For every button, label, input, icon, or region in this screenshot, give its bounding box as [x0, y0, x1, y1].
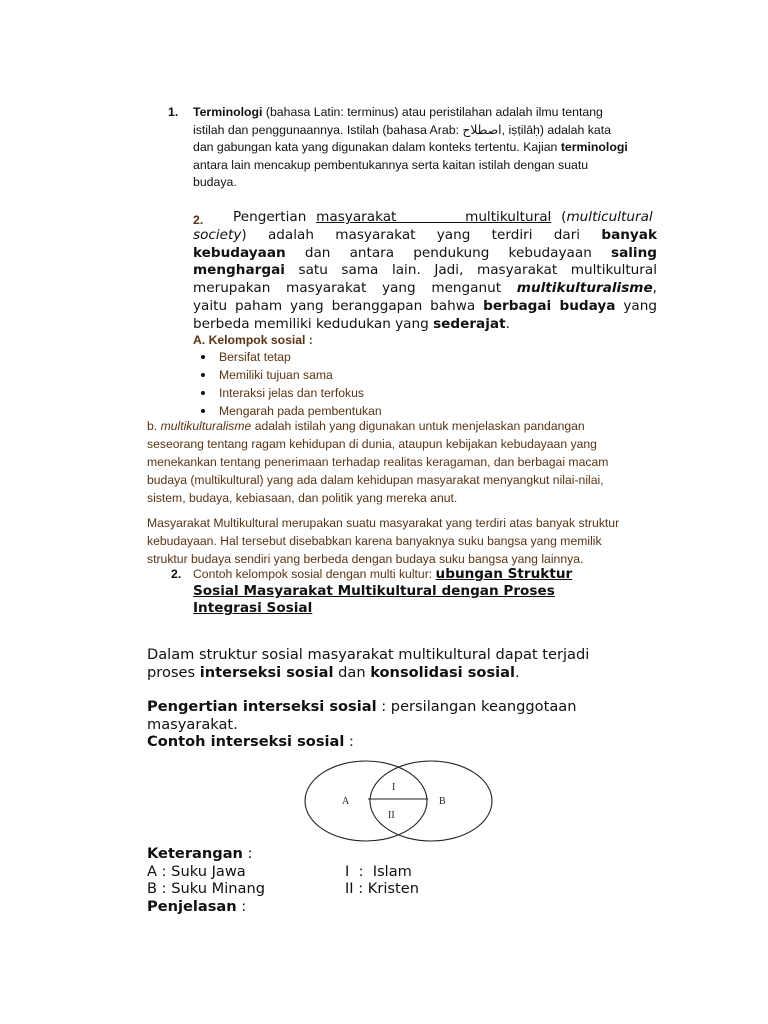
para-b-line1: b. multikulturalisme adalah istilah yang digunakan untuk menjelaskan pandangan — [147, 419, 585, 433]
dalam-line1: Dalam struktur sosial masyarakat multikultural dapat terjadi — [147, 646, 590, 663]
venn-label-a: A — [342, 796, 350, 807]
section-title-part2: Sosial Masyarakat Multikultural dengan Proses — [193, 583, 555, 599]
paragraph-dalam-struktur — [147, 646, 589, 681]
paragraph-masyarakat-multikultural — [147, 514, 619, 568]
item1-line4: antara lain mencakup pembentukannya serta kaitan istilah dengan suatu — [193, 157, 589, 172]
keterangan-block — [147, 845, 419, 915]
para-c-line1: Masyarakat Multikultural merupakan suatu masyarakat yang terdiri atas banyak struktur — [147, 516, 620, 530]
bullet-icon — [201, 373, 205, 377]
venn-label-b: B — [439, 796, 446, 807]
item2-line1: Pengertian masyarakat multikultural (multicultural — [233, 209, 653, 225]
para-c-line3: struktur budaya sendiri yang berbeda dengan budaya suku bangsa yang lainnya. — [147, 552, 584, 566]
keterangan-heading: Keterangan : — [147, 845, 253, 862]
pengertian-line2: masyarakat. — [147, 715, 238, 733]
list-item: Bersifat tetap — [219, 348, 382, 366]
paragraph-multikulturalisme — [147, 417, 608, 507]
keterangan-row2: B : Suku Minang II : Kristen — [147, 880, 419, 897]
item1-line2: istilah dan penggunaannya. Istilah (bahasa Arab: اصطلاح, iṣṭilāḥ) adalah kata — [193, 122, 611, 137]
kelompok-list — [219, 348, 382, 420]
item3-number: 2. — [171, 567, 182, 581]
paragraph-pengertian-interseksi — [147, 698, 576, 751]
para-b-line2: seseorang tentang ragam kehidupan di dunia, ataupun kebijakan kebudayaan yang — [147, 437, 597, 451]
list-item: Interaksi jelas dan terfokus — [219, 384, 382, 402]
list-item: Mengarah pada pembentukan — [219, 402, 382, 420]
pengertian-line3: Contoh interseksi sosial : — [147, 733, 354, 750]
kelompok-heading: A. Kelompok sosial : — [193, 333, 313, 347]
venn-diagram — [300, 755, 500, 845]
item3-block — [193, 565, 572, 617]
item2-line4: menghargai satu sama lain. Jadi, masyarakat multikultural — [193, 262, 657, 279]
bullet-icon — [201, 409, 205, 413]
para-c-line2: kebudayaan. Hal tersebut disebabkan karena banyaknya suku bangsa yang memilik — [147, 534, 602, 548]
item1-line1: Terminologi (bahasa Latin: terminus) atau peristilahan adalah ilmu tentang — [193, 105, 603, 119]
item2-line5: merupakan masyarakat yang menganut multikulturalisme, — [193, 280, 657, 297]
para-b-line5: sistem, budaya, kebiasaan, dan politik yang mereka anut. — [147, 491, 458, 505]
bullet-icon — [201, 355, 205, 359]
penjelasan-heading: Penjelasan : — [147, 897, 247, 915]
item1-number: 1. — [168, 105, 179, 119]
item1-paragraph — [193, 104, 643, 192]
venn-circle-a — [305, 761, 427, 841]
item1-line5: budaya. — [193, 175, 237, 189]
item1-line3: dan gabungan kata yang digunakan dalam konteks tertentu. Kajian terminologi — [193, 140, 628, 154]
arabic-word: اصطلاح — [462, 122, 502, 137]
venn-circle-b — [370, 761, 492, 841]
item2-line3: kebudayaan dan antara pendukung kebudayaan saling — [193, 244, 657, 261]
dalam-line2: proses interseksi sosial dan konsolidasi sosial. — [147, 663, 520, 681]
keterangan-row1: A : Suku Jawa I : Islam — [147, 862, 412, 880]
venn-label-ii: II — [388, 810, 395, 821]
pengertian-line1: Pengertian interseksi sosial : persilangan keanggotaan — [147, 698, 577, 715]
term-terminologi: Terminologi — [193, 105, 263, 119]
item2-number: 2. — [193, 213, 204, 227]
section-title-part1: ubungan Struktur — [435, 566, 573, 582]
item2-line6: yaitu paham yang beranggapan bahwa berbagai budaya yang — [193, 297, 657, 314]
section-title-part3: Integrasi Sosial — [193, 600, 313, 616]
venn-label-i: I — [392, 782, 396, 793]
item2-paragraph — [193, 209, 657, 334]
bullet-icon — [201, 391, 205, 395]
item2-line7: berbeda memiliki kedudukan yang sederajat. — [193, 315, 510, 332]
item3-line1: Contoh kelompok sosial dengan multi kultur: ubungan Struktur — [193, 566, 573, 582]
item2-line2: society) adalah masyarakat yang terdiri dari banyak — [193, 226, 657, 243]
list-item: Memiliki tujuan sama — [219, 366, 382, 384]
para-b-line4: budaya (multikultural) yang ada dalam kehidupan masyarakat menyangkut nilai-nilai, — [147, 473, 604, 487]
para-b-line3: menekankan tentang penerimaan terhadap realitas keragaman, dan berbagai macam — [147, 455, 609, 469]
